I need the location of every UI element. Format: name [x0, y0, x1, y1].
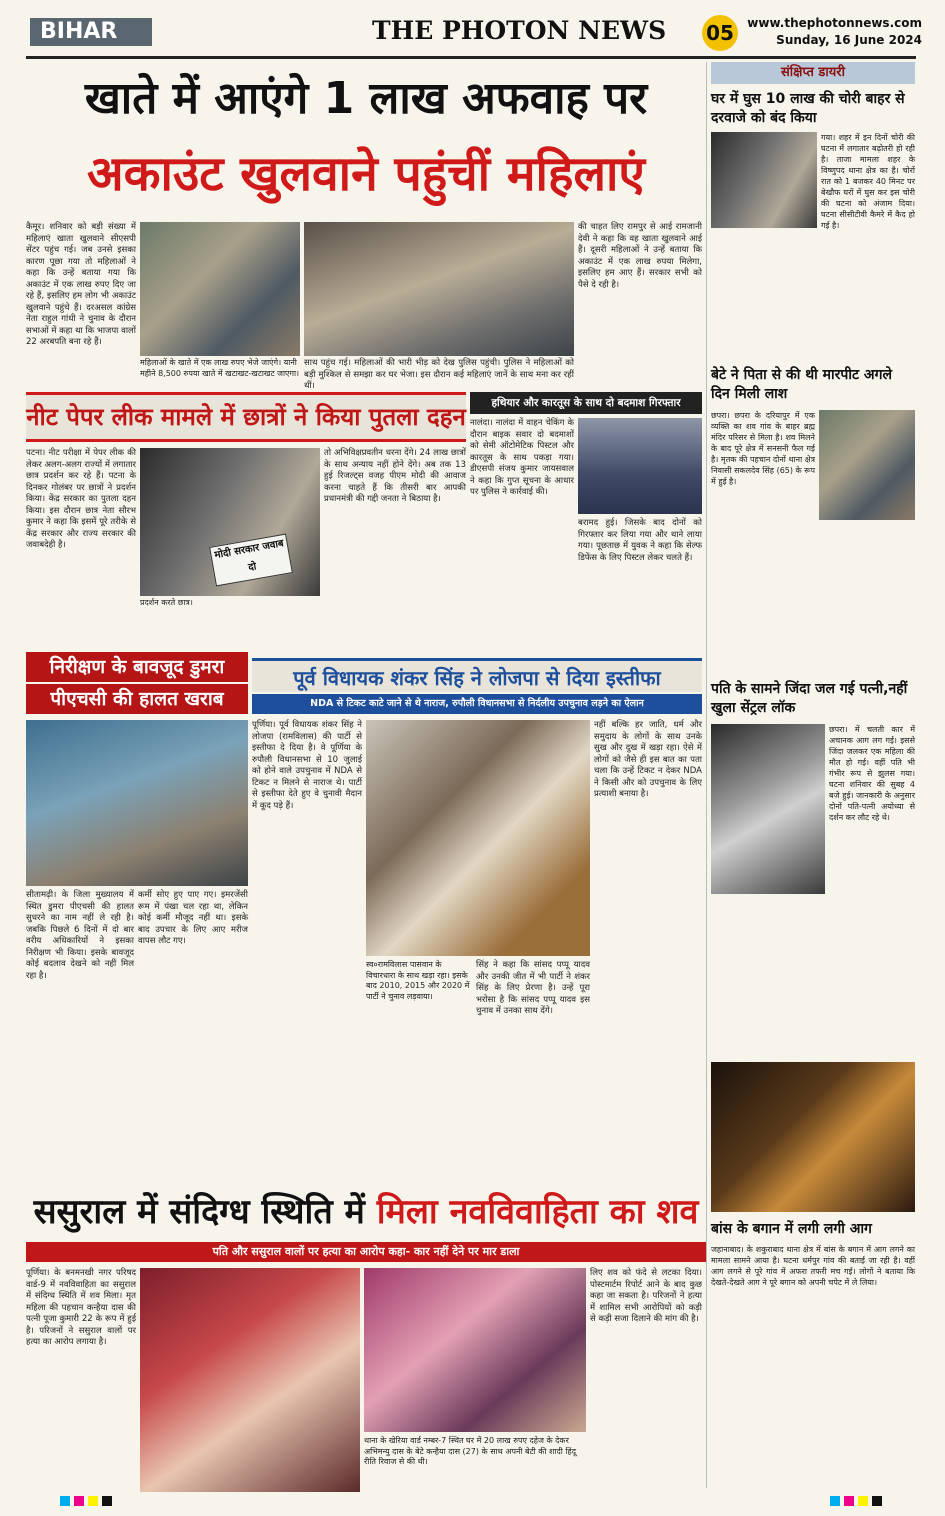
sidebar-title: संक्षिप्त डायरी — [711, 62, 915, 84]
mla-column-4: नहीं बल्कि हर जाति, धर्म और समुदाय के लोगों के साथ उनके सुख और दुख में खड़ा रहा। ऐसे में लोगों को जैसे ही इस बात का पता चला कि उन्हें टिकट न देकर NDA ने किसी और को उपचुनाव के लिए प्रत्याशी बनाया है। — [594, 720, 702, 799]
mla-photo-caption: स्व०रामविलास पासवान के विचारधारा के साथ खड़ा रहा। इसके बाद 2010, 2015 और 2020 में पार्टी ने चुनाव लड़वाया। — [366, 960, 470, 1001]
sidebar-story4-photo — [711, 1062, 915, 1212]
arms-headline: हथियार और कारतूस के साथ दो बदमाश गिरफ्तार — [470, 392, 702, 414]
sidebar-story2-headline: बेटे ने पिता से की थी मारपीट अगले दिन मिली लाश — [711, 367, 892, 402]
newlywed-headline — [26, 1184, 706, 1240]
lead-headline-line2: अकाउंट खुलवाने पहुंचीं महिलाएं — [87, 146, 645, 202]
newlywed-headline-black: ससुराल में संदिग्ध स्थिति में — [33, 1192, 365, 1232]
dumra-headline-line1: निरीक्षण के बावजूद डुमरा — [26, 652, 248, 682]
lead-photo-1 — [140, 222, 300, 356]
sidebar-story1-headline: घर में घुस 10 लाख की चोरी बाहर से दरवाजे को बंद किया — [711, 91, 905, 126]
reg-mark-magenta — [74, 1496, 84, 1506]
masthead-logo: THE PHOTON NEWS — [372, 16, 667, 45]
reg-mark-cyan-right — [830, 1496, 840, 1506]
arms-photo — [578, 418, 702, 514]
newlywed-headline-red: मिला नवविवाहिता का शव — [376, 1192, 699, 1232]
neet-photo-caption: प्रदर्शन करते छात्र। — [140, 598, 193, 607]
dumra-column-2: कर्मी सोए हुए पाए गए। इमरजेंसी रूम में पंखा चल रहा था, लेकिन कोई कर्मी मौजूद नहीं था। इसके बाद उपचार के लिए आए मरीज वापस लौट गए। — [138, 890, 248, 946]
sidebar-story4-text: जहानाबाद। के शकुराबाद थाना क्षेत्र में बांस के बगान में आग लगने का मामला सामने आया है। घटना धर्मपुर गांव की बताई जा रही है। वहीं आग लगने से पूरे गांव में अफरा तफरी मच गई। लोगों ने बताया कि देखते-देखते आग ने पूरे बगान को अपनी चपेट में ले लिया। — [711, 1245, 915, 1287]
newlywed-column-4: लिए शव को फंदे से लटका दिया। पोस्टमार्टम रिपोर्ट आने के बाद कुछ कहा जा सकता है। परिजनों ने हत्या में शामिल सभी आरोपियों को कड़ी से कड़ी सजा दिलाने की मांग की है। — [590, 1268, 702, 1324]
mla-photo — [366, 720, 590, 956]
neet-column-3: तो अभिविक्षप्रवतीन धरना देंगे। 24 लाख छात्रों के साथ अन्याय नहीं होने देंगे। अब तक 13 हुई रिजल्ट्स वजह पीएम मोदी की आवाज करना चाहते हैं कि तीसरी बार आपकी प्रधानमंत्री की गद्दी जनता ने बिठाया है। — [324, 448, 466, 504]
sidebar-story4-headline: बांस के बगान में लगी लगी आग — [711, 1221, 872, 1237]
sidebar-story1-text: गया। शहर में इन दिनों चोरी की घटना में लगातार बढ़ोतरी हो रही है। ताजा मामला शहर के विष्णुपद थाना क्षेत्र का है। चोरों रात को 1 बजकर 40 मिनट पर बेखौफ घरों में घुस कर इस चोरी की घटना को अंजाम दिया। घटना सीसीटीवी कैमरे में कैद हो गई है। — [821, 133, 915, 230]
section-label: BIHAR — [30, 18, 152, 46]
dumra-column-1: सीतामढ़ी। के जिला मुख्यालय में स्थित डुमरा पीएचसी की हालत सुधरने का नाम नहीं ले रही है। जबकि पिछले 6 दिनों में दो बार वरीय अधिकारियों ने इसका निरीक्षण भी किया। इसके बावजूद कोई बदलाव देखने को नहीं मिल रहा है। — [26, 890, 134, 981]
mla-headline: पूर्व विधायक शंकर सिंह ने लोजपा से दिया इस्तीफा — [252, 658, 702, 692]
mla-column-3: सिंह ने कहा कि सांसद पप्पू यादव और उनकी जीत में भी पार्टी ने शंकर सिंह के लिए प्रेरणा है। उन्हें पूरा भरोसा है कि सांसद पप्पू यादव इस चुनाव में उनका साथ देंगे। — [476, 960, 590, 1016]
reg-mark-cyan — [60, 1496, 70, 1506]
neet-headline: नीट पेपर लीक मामले में छात्रों ने किया पुतला दहन — [26, 392, 466, 442]
newlywed-photo-caption: थाना के खेरिया वार्ड नम्बर-7 स्थित घर में 20 लाख रुपए दहेज के देकर अभिमन्यु दास के बेटे कन्हैया दास (27) के साथ अपनी बेटी की शादी हिंदू रीति रिवाज से की थी। — [364, 1436, 576, 1466]
sidebar-story3-text: छपरा। में चलती कार में अचानक आग लग गई। इससे जिंदा जलकर एक महिला की मौत हो गई। वहीं पति भी गंभीर रूप से झुलस गया। घटना शनिवार की सुबह 4 बजे हुई। जानकारी के अनुसार दोनों पति-पत्नी अयोध्या से दर्शन कर लौट रहे थे। — [829, 725, 915, 822]
issue-date: Sunday, 16 June 2024 — [776, 33, 922, 47]
protest-placard: मोदी सरकार जवाब दो — [209, 534, 293, 587]
dumra-headline-line2: पीएचसी की हालत खराब — [26, 684, 248, 714]
dumra-photo — [26, 720, 248, 886]
website-url[interactable]: www.thephotonnews.com — [747, 16, 922, 30]
reg-mark-black-right — [872, 1496, 882, 1506]
arms-column-1: नालंदा। नालंदा में वाहन चेकिंग के दौरान बाइक सवार दो बदमाशों को सेमी ऑटोमेटिक पिस्टल और कारतूस के साथ पकड़ा गया। डीएसपी संजय कुमार जायसवाल ने कहा कि गुप्त सूचना के आधार पर पुलिस ने कार्रवाई की। — [470, 418, 574, 497]
reg-mark-yellow-right — [858, 1496, 868, 1506]
sidebar-story3-photo — [711, 724, 825, 894]
neet-column-1: पटना। नीट परीक्षा में पेपर लीक की लेकर अलग-अलग राज्यों में लगातार छात्र प्रदर्शन कर रहे हैं। पटना के दिनकर गोलंबर पर छात्रों ने प्रदर्शन किया। केंद्र सरकार का पुतला दहन किया। इस दौरान छात्र नेता सौरभ कुमार ने कहा कि इसमें पूरे तरीके से केंद्र सरकार और राज्य सरकार की जवाबदेही है। — [26, 448, 136, 550]
lead-column-4: की चाहत लिए रामपुर से आई रामजानी देवी ने कहा कि वह खाता खुलवाने आई हैं। दूसरी महिलाओं ने उन्हें बताया कि अकाउंट में एक लाख रुपया मिलेगा, इसलिए हम आए हैं। सरकार सभी को पैसे दे रही है। — [578, 222, 702, 290]
sidebar-story2-text: छपरा। छपरा के दरियापुर में एक व्यक्ति का शव गांव के बाहर ब्रह्म मंदिर परिसर से मिला है। शव मिलने के बाद पूरे क्षेत्र में सनसनी फैल गई है। मृतक की पहचान दोनों थाना क्षेत्र निवासी सकलदेव सिंह (65) के रूप में हुई है। — [711, 411, 815, 486]
lead-column-1: कैमूर। शनिवार को बड़ी संख्या में महिलाएं खाता खुलवाने सीएसपी सेंटर पहुंच गई। जब उनसे इसका कारण पूछा गया तो महिलाओं ने कहा कि उन्हें बताया गया कि अकाउंट में एक लाख रुपए दिए जा रहे हैं, इसलिए हम लोग भी अकाउंट खुलवाने पहुंचे हैं। दरअसल कांग्रेस नेता राहुल गांधी ने चुनाव के दौरान सभाओं में कहा था कि भाजपा वालों 22 अरबपति बना रहे हैं। — [26, 222, 136, 347]
mla-strap: NDA से टिकट काटे जाने से थे नाराज, रुपौली विधानसभा से निर्दलीय उपचुनाव लड़ने का ऐलान — [252, 694, 702, 714]
sidebar-story3-headline: पति के सामने जिंदा जल गई पत्नी,नहीं खुला सेंट्रल लॉक — [711, 681, 908, 716]
mla-column-1: पूर्णिया। पूर्व विधायक शंकर सिंह ने लोजपा (रामविलास) की पार्टी से इस्तीफा दे दिया है। वे पूर्णिया के रुपौली विधानसभा से 10 जुलाई को होने वाले उपचुनाव में NDA से टिकट न मिलने से नाराज थे। पार्टी से इस्तीफा देते हुए वे चुनावी मैदान में कूद पड़े हैं। — [252, 720, 362, 811]
arms-column-2: बरामद हुई। जिसके बाद दोनों को गिरफ्तार कर लिया गया और थाने लाया गया। पूछताछ में युवक ने कहा कि सेल्फ डिफेंस के लिए पिस्टल लेकर चलते हैं। — [578, 518, 702, 563]
reg-mark-magenta-right — [844, 1496, 854, 1506]
sidebar-story1-photo — [711, 132, 817, 228]
newlywed-column-1: पूर्णिया। के बनमनखी नगर परिषद वार्ड-9 में नवविवाहिता का ससुराल में संदिग्ध स्थिति में शव मिला। मृत महिला की पहचान कन्हैया दास की पत्नी पूजा कुमारी 22 के रूप में हुई है। परिजनों ने ससुराल वालों पर हत्या का आरोप लगाया है। — [26, 1268, 136, 1347]
lead-column-3: साथ पहुंच गई। महिलाओं की भारी भीड़ को देख पुलिस पहुंची। पुलिस ने महिलाओं को बड़ी मुश्किल से समझा कर घर भेजा। इस दौरान कई महिलाएं जानें के साथ मना कर रहीं थीं। — [304, 358, 574, 391]
sidebar-story2-photo — [819, 410, 915, 520]
reg-mark-yellow — [88, 1496, 98, 1506]
newlywed-photo-bride — [140, 1268, 360, 1492]
page-number-badge: 05 — [702, 15, 738, 51]
lead-headline-line1: खाते में आएंगे 1 लाख अफवाह पर — [84, 73, 648, 124]
lead-photo-2 — [304, 222, 574, 356]
print-registration-marks — [0, 1494, 945, 1508]
reg-mark-black — [102, 1496, 112, 1506]
header-rule — [26, 56, 916, 59]
newlywed-strap: पति और ससुराल वालों पर हत्या का आरोप कहा- कार नहीं देने पर मार डाला — [26, 1242, 706, 1262]
newlywed-photo-family — [364, 1268, 586, 1432]
sidebar-brief-diary — [706, 62, 918, 1488]
lead-photo-caption: महिलाओं के खाते में एक लाख रुपए भेजे जाएंगे। यानी महीने 8,500 रुपया खाते में खटाखट-खटाखट जाएगा। — [140, 358, 300, 378]
